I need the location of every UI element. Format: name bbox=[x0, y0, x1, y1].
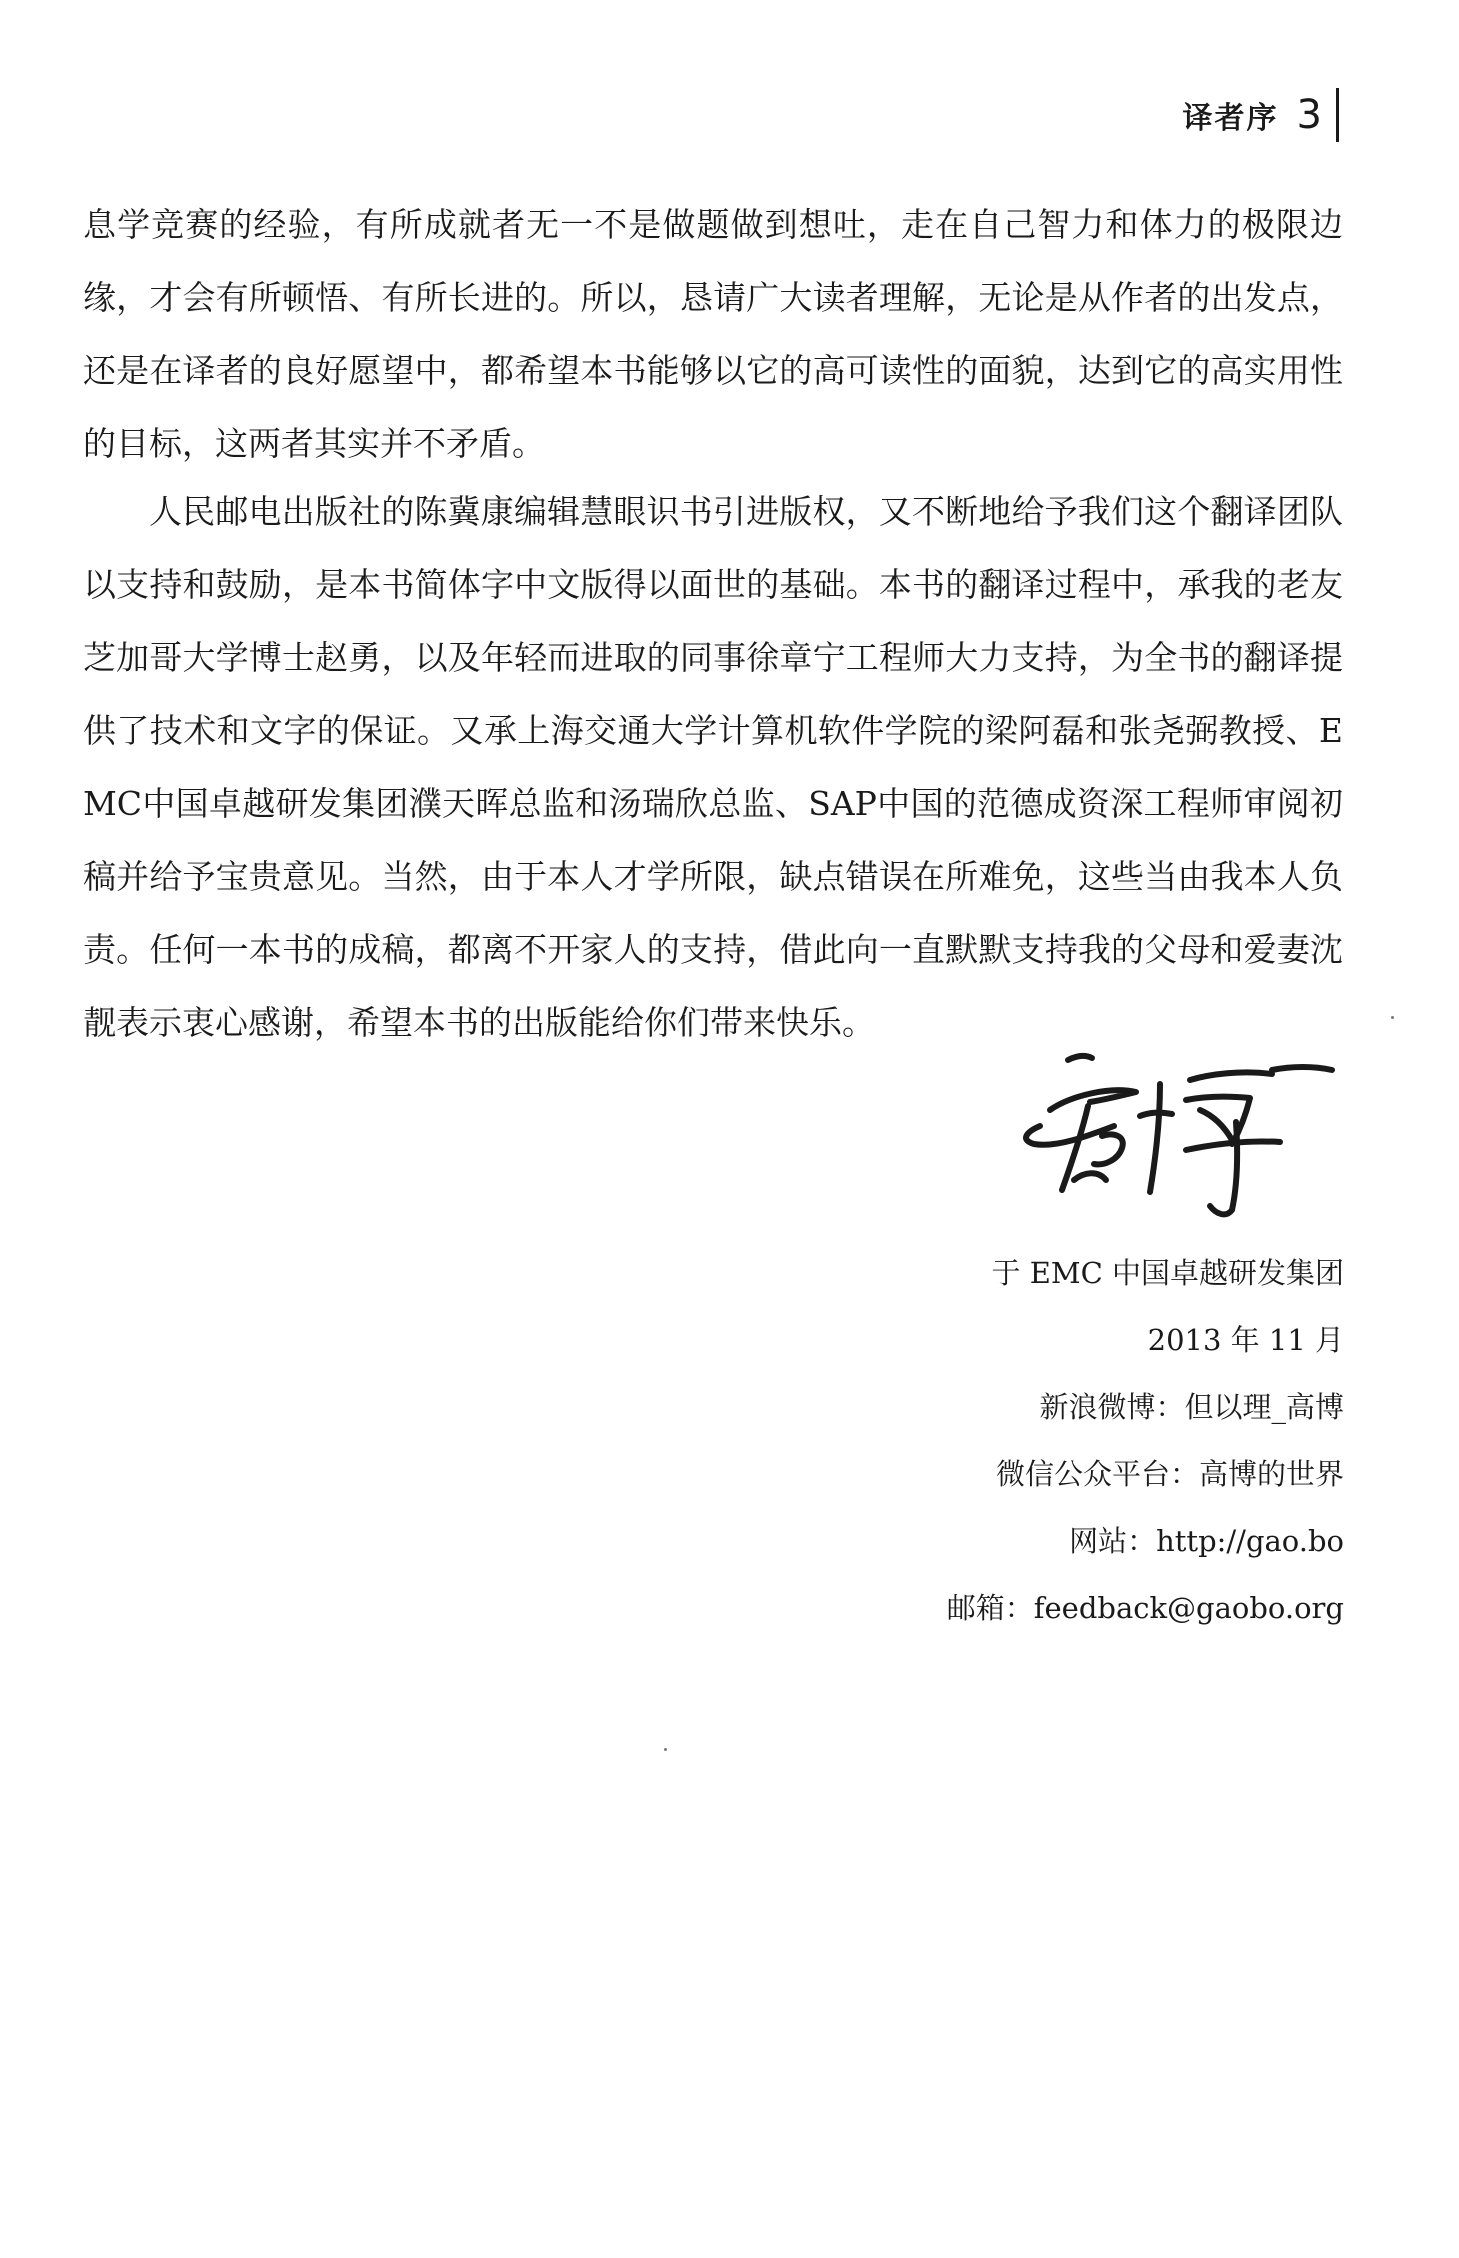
signoff-date: 2013 年 11 月 bbox=[1147, 1323, 1344, 1357]
signoff-wechat: 微信公众平台：高博的世界 bbox=[995, 1457, 1344, 1491]
signoff-email: 邮箱：feedback@gaobo.org bbox=[946, 1591, 1344, 1625]
section-title: 译者序 bbox=[1182, 101, 1279, 136]
signoff-website: 网站：http://gao.bo bbox=[1069, 1524, 1344, 1558]
paragraph-1: 息学竞赛的经验，有所成就者无一不是做题做到想吐，走在自己智力和体力的极限边缘，才会有所顿悟、有所长进的。所以，恳请广大读者理解，无论是从作者的出发点，还是在译者的良好愿望中，都希望本书能够以它的高可读性的面貌，达到它的高实用性的目标，这两者其实并不矛盾。 bbox=[83, 205, 1343, 463]
paragraph-2: 人民邮电出版社的陈冀康编辑慧眼识书引进版权，又不断地给予我们这个翻译团队以支持和鼓励，是本书简体字中文版得以面世的基础。本书的翻译过程中，承我的老友芝加哥大学博士赵勇，以及年轻而进取的同事徐章宁工程师大力支持，为全书的翻译提供了技术和文字的保证。又承上海交通大学计算机软件学院的梁阿磊和张尧弼教授、EMC中国卓越研发集团濮天晖总监和汤瑞欣总监、SAP中国的范德成资深工程师审阅初稿并给予宝贵意见。当然，由于本人才学所限，缺点错误在所难免，这些当由我本人负责。任何一本书的成稿，都离不开家人的支持，借此向一直默默支持我的父母和爱妻沈靓表示衷心感谢，希望本书的出版能给你们带来快乐。 bbox=[83, 492, 1343, 1042]
signoff-weibo: 新浪微博：但以理_高博 bbox=[1039, 1390, 1344, 1424]
handwritten-signature bbox=[1010, 1040, 1350, 1230]
page-number: 3 bbox=[1296, 92, 1322, 138]
signoff-organization: 于 EMC 中国卓越研发集团 bbox=[991, 1256, 1344, 1290]
running-header bbox=[1183, 88, 1339, 142]
header-rule bbox=[1336, 88, 1339, 142]
translator-signoff bbox=[947, 1240, 1344, 1642]
scan-speck bbox=[1391, 1016, 1394, 1019]
scan-speck bbox=[664, 1748, 667, 1751]
